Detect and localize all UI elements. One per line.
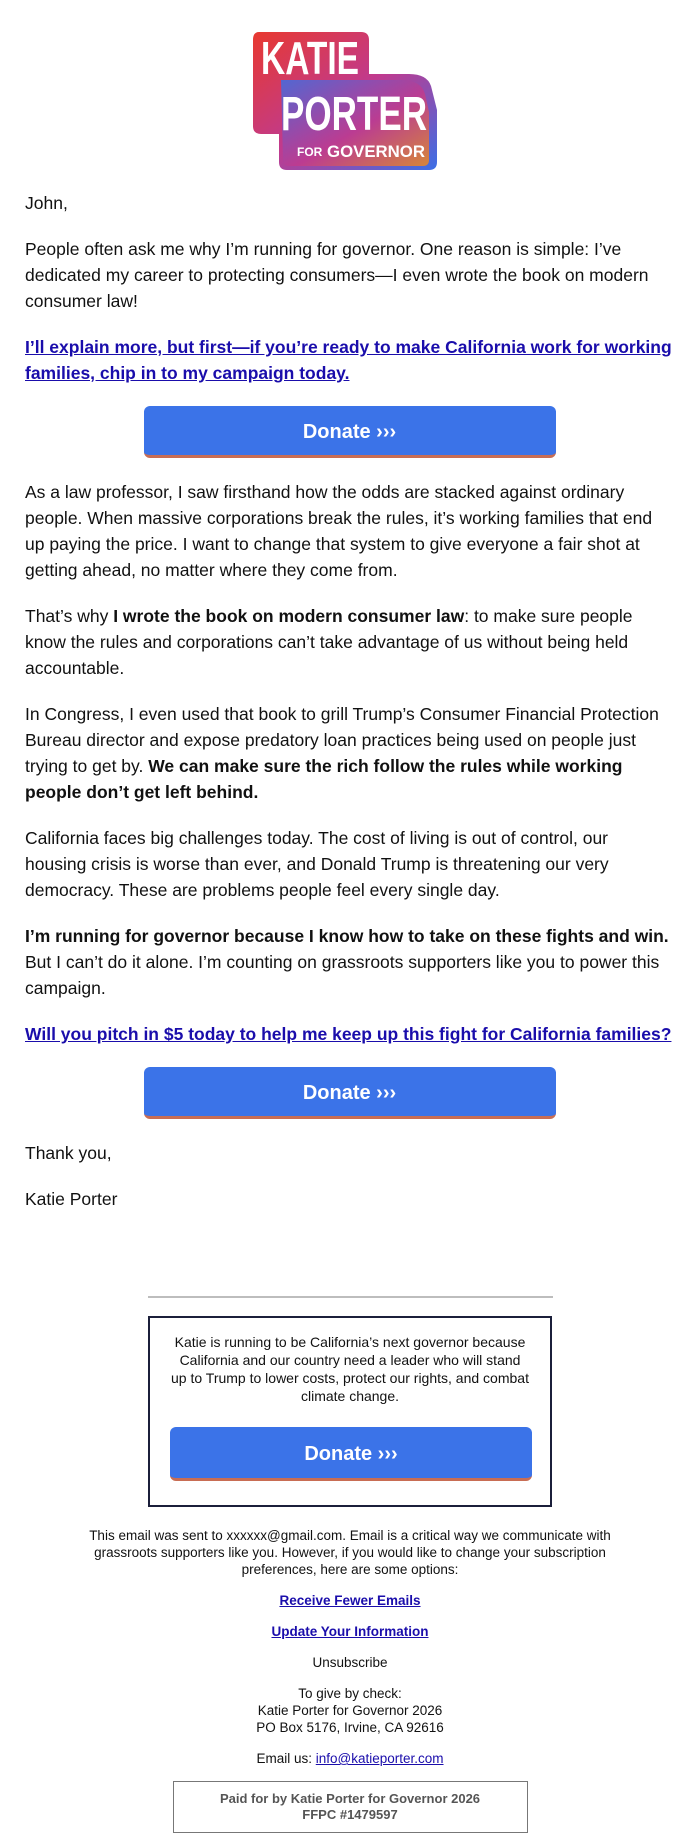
paragraph-challenges: California faces big challenges today. The cost of living is out of control, our housing crisis is worse than ever, and Donald Trump is threatening our very democracy. These are problems people feel every single day. <box>25 828 609 900</box>
donate-row-1 <box>25 406 674 458</box>
logo-line3-governor: GOVERNOR <box>327 142 425 161</box>
footer <box>0 1527 700 1767</box>
paragraph-congress <box>25 701 674 805</box>
update-information-link[interactable]: Update Your Information <box>271 1624 429 1639</box>
check-label: To give by check: <box>298 1686 402 1701</box>
header <box>0 0 700 190</box>
congress-text-bold: We can make sure the rich follow the rules while working people don’t get left behind. <box>25 756 623 802</box>
logo-line1: KATIE <box>261 32 359 84</box>
running-text-bold: I’m running for governor because I know how to take on these fights and win. <box>25 926 669 946</box>
message-content <box>0 190 700 1212</box>
congress-text: In Congress, I even used that book to grill Trump’s Consumer Financial Protection Bureau director and expose predatory loan practices being used on people just trying to get by. <box>25 704 659 776</box>
appeal-link-pitch-in[interactable]: Will you pitch in $5 today to help me keep up this fight for California families? <box>25 1024 672 1044</box>
campaign-box <box>148 1316 552 1507</box>
paragraph-book <box>25 603 674 681</box>
footer-notice: This email was sent to xxxxxx@gmail.com. Email is a critical way we communicate with grassroots supporters like you. However, if you would like to change your subscription preferences, here are some options: <box>89 1528 611 1577</box>
appeal-link-chip-in[interactable]: I’ll explain more, but first—if you’re ready to make California work for working families, chip in to my campaign today. <box>25 337 672 383</box>
email-us <box>60 1750 640 1767</box>
footer-update-row <box>60 1623 640 1640</box>
book-text-pre: That’s why <box>25 606 114 626</box>
donate-button-2[interactable]: Donate ››› <box>144 1067 556 1119</box>
divider <box>148 1296 553 1298</box>
book-text-post: : to make sure people know the rules and corporations can’t take advantage of us without being held accountable. <box>25 606 633 678</box>
book-text-bold: I wrote the book on modern consumer law <box>113 606 465 626</box>
signoff-name: Katie Porter <box>25 1189 118 1209</box>
email-label: Email us: <box>256 1751 316 1766</box>
footer-fewer-row <box>60 1592 640 1609</box>
logo-line3-for: FOR <box>297 145 323 159</box>
paragraph-running <box>25 923 674 1001</box>
email-link[interactable]: info@katieporter.com <box>315 1751 444 1766</box>
appeal-paragraph-1 <box>25 334 674 386</box>
appeal-paragraph-2 <box>25 1021 674 1047</box>
campaign-box-text: Katie is running to be California’s next governor because California and our country need a leader who will stand up to Trump to lower costs, protect our rights, and combat climate change. <box>171 1334 529 1404</box>
receive-fewer-emails-link[interactable]: Receive Fewer Emails <box>279 1593 421 1608</box>
donate-row-2 <box>25 1067 674 1119</box>
paragraph-law-professor: As a law professor, I saw firsthand how the odds are stacked against ordinary people. When massive corporations break the rules, it’s working families that end up paying the price. I want to change that system to give everyone a fair shot at getting ahead, no matter where they come from. <box>25 482 653 580</box>
paid-for-box <box>173 1781 528 1833</box>
greeting: John, <box>25 193 68 213</box>
katie-porter-logo[interactable] <box>251 30 451 172</box>
check-name: Katie Porter for Governor 2026 <box>257 1703 443 1718</box>
donate-button-3[interactable]: Donate ››› <box>170 1427 532 1481</box>
paid-for-line2: FFPC #1479597 <box>302 1807 398 1822</box>
paid-for-line1: Paid for by Katie Porter for Governor 2026 <box>219 1791 481 1806</box>
signoff-thanks: Thank you, <box>25 1143 112 1163</box>
unsubscribe-link[interactable]: Unsubscribe <box>312 1655 388 1670</box>
paragraph-intro: People often ask me why I’m running for governor. One reason is simple: I’ve dedicated my career to protecting consumers—I even wrote the book on modern consumer law! <box>25 239 649 311</box>
running-text-post: But I can’t do it alone. I’m counting on grassroots supporters like you to power this campaign. <box>25 952 660 998</box>
spacer <box>0 1232 700 1296</box>
check-address: PO Box 5176, Irvine, CA 92616 <box>256 1720 444 1735</box>
check-info <box>60 1685 640 1736</box>
logo-line2: PORTER <box>281 88 427 141</box>
donate-button-1[interactable]: Donate ››› <box>144 406 556 458</box>
